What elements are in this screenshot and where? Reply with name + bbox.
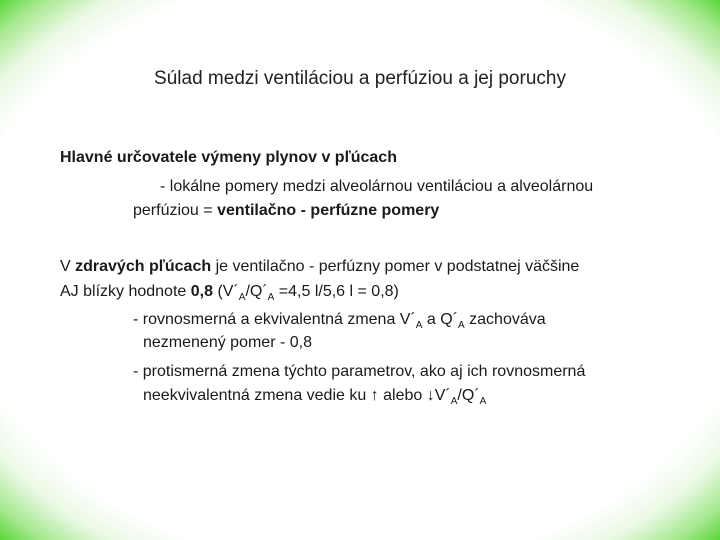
- b1-subscript-2: A: [458, 320, 465, 331]
- p2-text-c: /Q´: [245, 283, 268, 300]
- bullet2-line1: - protismerná zmena týchto parametrov, ako aj ich rovnosmerná: [133, 363, 586, 380]
- bullet1-line2: nezmenený pomer - 0,8: [143, 334, 312, 351]
- p2-subscript-2: A: [267, 292, 275, 303]
- b1-subscript-1: A: [415, 320, 423, 331]
- heading-text: Hlavné určovatele výmeny plynov v pľúcach: [60, 149, 397, 166]
- p2-text-d: =4,5 l/5,6 l = 0,8): [274, 283, 399, 300]
- p1-text-a: V: [60, 258, 76, 275]
- b2-text-a: neekvivalentná zmena vedie ku: [143, 387, 371, 404]
- b2-text-c: V´: [434, 387, 451, 404]
- p2-text-a: AJ blízky hodnote: [60, 283, 191, 300]
- bullet2-line2: [143, 386, 486, 408]
- section1-line1: - lokálne pomery medzi alveolárnou ventiláciou a alveolárnou: [160, 178, 594, 195]
- section1-line2: [133, 201, 439, 221]
- p2-text-b: (V´: [213, 283, 239, 300]
- b2-text-d: /Q´: [457, 387, 480, 404]
- slide-title: Súlad medzi ventiláciou a perfúziou a jej poruchy: [154, 68, 566, 89]
- b1-text-c: zachováva: [464, 311, 546, 328]
- arrow-up-icon: ↑: [370, 387, 379, 404]
- b2-text-b: alebo: [378, 387, 427, 404]
- b2-subscript-1: A: [450, 396, 458, 407]
- bullet1-line1: [133, 310, 546, 332]
- b2-subscript-2: A: [479, 396, 487, 407]
- b1-text-b: a Q´: [422, 311, 459, 328]
- p2-subscript-1: A: [238, 292, 246, 303]
- p2-bold: 0,8: [190, 283, 213, 300]
- p1-text-b: je ventilačno - perfúzny pomer v podstatnej väčšine: [211, 258, 580, 275]
- section2-paragraph-line2: [60, 282, 399, 304]
- section1-heading: [60, 148, 397, 168]
- section2-paragraph-line1: [60, 257, 579, 277]
- p1-bold: zdravých pľúcach: [75, 258, 212, 275]
- line2-bold: ventilačno - perfúzne pomery: [217, 202, 440, 219]
- arrow-down-icon: ↓: [426, 387, 435, 404]
- b1-text-a: - rovnosmerná a ekvivalentná zmena V´: [133, 311, 416, 328]
- line2-prefix: perfúziou =: [133, 202, 218, 219]
